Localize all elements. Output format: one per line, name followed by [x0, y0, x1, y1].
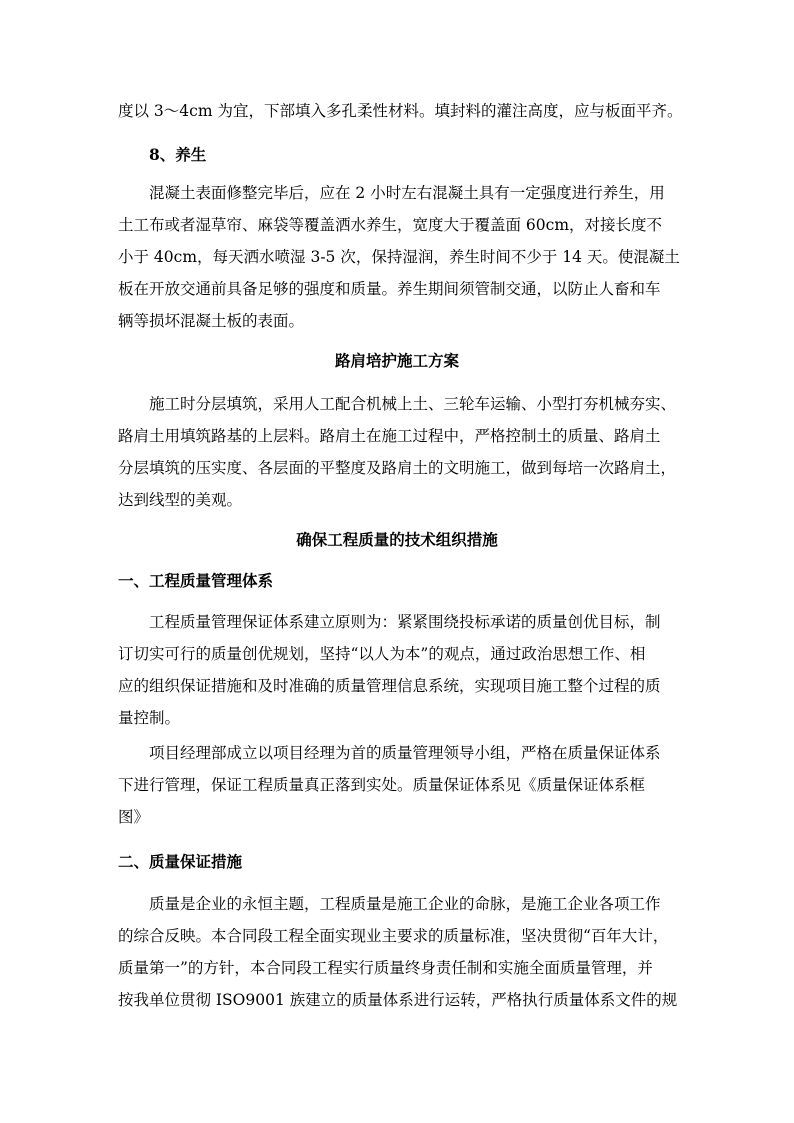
paragraph-line: 工程质量管理保证体系建立原则为：紧紧围绕投标承诺的质量创优目标，制 [149, 613, 661, 631]
paragraph-line: 按我单位贯彻 ISO9001 族建立的质量体系进行运转，严格执行质量体系文件的规 [118, 991, 678, 1009]
paragraph-line: 量控制。 [118, 709, 181, 727]
paragraph-line: 图》 [118, 808, 150, 826]
section-1-heading: 一、工程质量管理体系 [118, 571, 274, 590]
paragraph-line: 质量第一”的方针，本合同段工程实行质量终身责任制和实施全面质量管理，并 [118, 959, 653, 977]
paragraph-line: 路肩土用填筑路基的上层料。路肩土在施工过程中，严格控制土的质量、路肩土 [118, 427, 661, 445]
quality-measures-title: 确保工程质量的技术组织措施 [296, 530, 498, 549]
section-8-heading: 8、养生 [149, 145, 207, 164]
paragraph-line: 辆等损坏混凝土板的表面。 [118, 312, 305, 330]
paragraph-line: 土工布或者湿草帘、麻袋等覆盖洒水养生，宽度大于覆盖面 60cm，对接长度不 [118, 216, 663, 234]
shoulder-plan-title: 路肩培护施工方案 [334, 351, 459, 370]
paragraph-line: 达到线型的美观。 [118, 491, 243, 509]
paragraph-line: 板在开放交通前具备足够的强度和质量。养生期间须管制交通，以防止人畜和车 [118, 280, 661, 298]
paragraph-line: 质量是企业的永恒主题，工程质量是施工企业的命脉，是施工企业各项工作 [149, 895, 661, 913]
paragraph-line: 的综合反映。本合同段工程全面实现业主要求的质量标准，坚决贯彻“百年大计， [118, 927, 669, 945]
paragraph-line: 下进行管理，保证工程质量真正落到实处。质量保证体系见《质量保证体系框 [118, 776, 646, 794]
paragraph-line: 度以 3～4cm 为宜，下部填入多孔柔性材料。填封料的灌注高度，应与板面平齐。 [118, 102, 683, 120]
paragraph-line: 项目经理部成立以项目经理为首的质量管理领导小组，严格在质量保证体系 [149, 744, 661, 762]
paragraph-line: 分层填筑的压实度、各层面的平整度及路肩土的文明施工，做到每培一次路肩土， [118, 459, 677, 477]
paragraph-line: 应的组织保证措施和及时准确的质量管理信息系统，实现项目施工整个过程的质 [118, 677, 661, 695]
section-2-heading: 二、质量保证措施 [118, 852, 243, 871]
paragraph-line: 施工时分层填筑，采用人工配合机械上土、三轮车运输、小型打夯机械夯实、 [149, 395, 677, 413]
paragraph-line: 混凝土表面修整完毕后，应在 2 小时左右混凝土具有一定强度进行养生，用 [149, 184, 665, 202]
paragraph-line: 订切实可行的质量创优规划，坚持“以人为本”的观点，通过政治思想工作、相 [118, 645, 646, 663]
paragraph-line: 小于 40cm，每天洒水喷湿 3-5 次，保持湿润，养生时间不少于 14 天。使混凝土 [118, 248, 680, 266]
